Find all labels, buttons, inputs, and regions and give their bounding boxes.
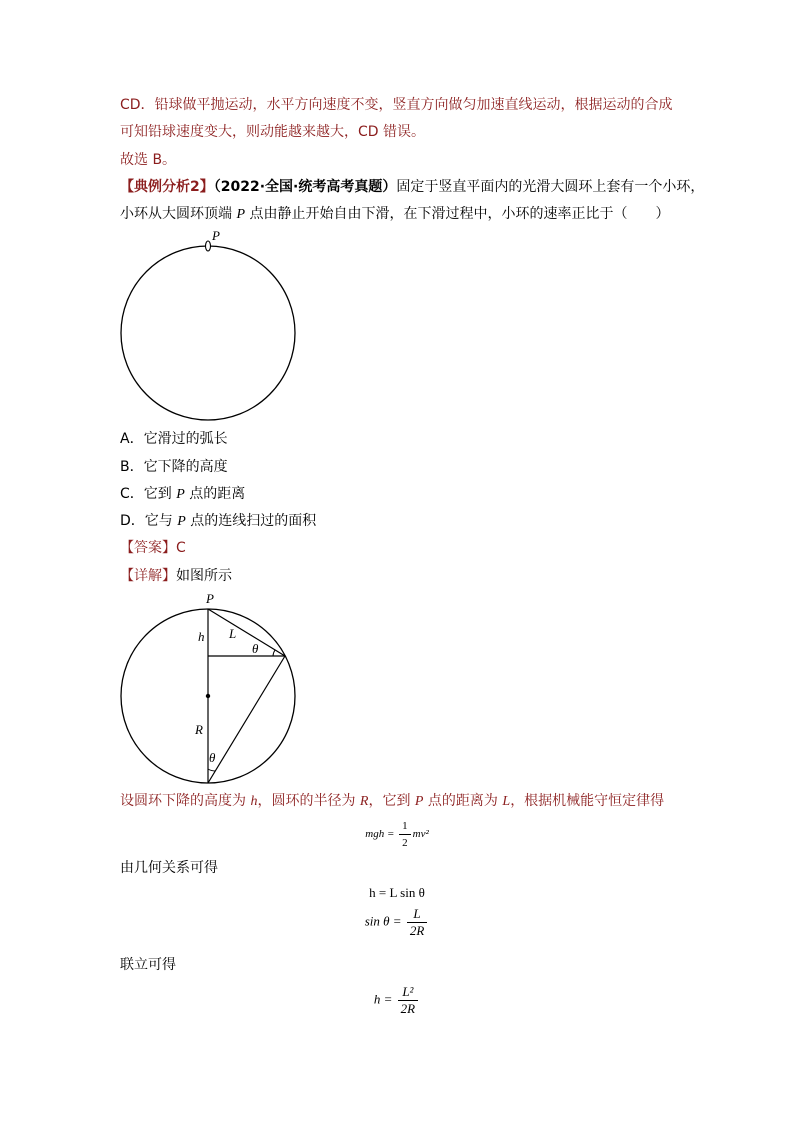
figure2-label-l: L — [229, 626, 237, 641]
combine-text: 联立可得 — [120, 957, 176, 973]
setup-text-c: ，它到 — [368, 793, 415, 809]
angle-arc-top — [273, 650, 275, 656]
big-ring-circle — [121, 246, 295, 420]
equation-result — [0, 984, 794, 1017]
example2-tag: 【典例分析2】 — [120, 179, 214, 195]
eq1-num: 1 — [399, 818, 411, 835]
example2-text1: 固定于竖直平面内的光滑大圆环上套有一个小环， — [396, 179, 705, 195]
figure2-label-p: P — [206, 591, 214, 606]
detail-line — [120, 566, 232, 586]
option-a-text: 它滑过的弧长 — [143, 431, 228, 447]
chord-l — [208, 609, 285, 656]
chord-to-bottom — [208, 656, 285, 783]
example2-line2 — [120, 204, 669, 225]
option-c-text-post: 点的距离 — [184, 486, 246, 502]
option-c — [120, 484, 245, 505]
equation-energy — [0, 818, 794, 851]
option-b-text: 它下降的高度 — [143, 459, 228, 475]
option-a — [120, 429, 228, 449]
figure2-label-theta-bottom: θ — [209, 750, 216, 765]
eq1-rhs: mv² — [412, 828, 429, 841]
eq4-lhs: h = — [373, 991, 393, 1007]
setup-text-d: 点的距离为 — [423, 793, 503, 809]
eq3-num: L — [407, 906, 427, 923]
option-a-letter: A． — [120, 431, 144, 447]
example2-source: （2022·全国·统考高考真题） — [213, 179, 397, 195]
setup-line — [120, 791, 664, 812]
eq3-lhs: sin θ = — [364, 913, 402, 929]
eq3-fraction — [407, 906, 427, 939]
solution-cd-line2: 可知铅球速度变大，则动能越来越大，CD 错误。 — [120, 124, 426, 140]
answer-tag: 【答案】 — [120, 540, 176, 556]
eq1-lhs: mgh = — [365, 828, 395, 841]
small-ring — [206, 241, 211, 251]
eq3-den: 2R — [409, 923, 425, 938]
answer-line — [120, 538, 186, 558]
eq1-den: 2 — [402, 837, 408, 849]
setup-var-r: R — [359, 794, 369, 809]
example2-var-p: P — [236, 207, 246, 222]
setup-var-h: h — [250, 794, 258, 809]
option-c-letter: C． — [120, 486, 144, 502]
option-b — [120, 457, 228, 477]
equation-sin-theta — [0, 906, 794, 939]
figure1-circle-diagram — [118, 228, 300, 424]
figure2-label-theta-top: θ — [252, 641, 259, 656]
option-d — [120, 511, 316, 532]
choose-b-text: 故选 B。 — [120, 152, 177, 168]
setup-text-e: ，根据机械能守恒定律得 — [510, 793, 665, 809]
example2-text2a: 小环从大圆环顶端 — [120, 206, 237, 222]
setup-var-l: L — [502, 794, 511, 809]
detail-text: 如图所示 — [176, 568, 232, 584]
eq4-num: L² — [398, 984, 418, 1001]
eq1-fraction — [399, 818, 411, 851]
example2-line1 — [120, 177, 704, 197]
option-d-var-p: P — [177, 514, 186, 529]
setup-text-b: ，圆环的半径为 — [257, 793, 360, 809]
setup-text-a: 设圆环下降的高度为 — [120, 793, 251, 809]
option-d-text-pre: 它与 — [144, 513, 178, 529]
geometry-text: 由几何关系可得 — [120, 860, 218, 876]
center-dot — [206, 694, 210, 698]
eq4-fraction — [398, 984, 418, 1017]
figure2-geometry-diagram — [118, 590, 303, 786]
eq4-den: 2R — [400, 1001, 416, 1016]
option-d-letter: D． — [120, 513, 145, 529]
example2-text2b: 点由静止开始自由下滑，在下滑过程中，小环的速率正比于（ ） — [245, 206, 670, 222]
option-c-text-pre: 它到 — [143, 486, 177, 502]
option-c-var-p: P — [176, 487, 185, 502]
answer-value: C — [176, 540, 186, 556]
equation-h-lsin: h = L sin θ — [369, 885, 425, 900]
figure2-label-r: R — [195, 722, 203, 737]
detail-tag: 【详解】 — [120, 568, 176, 584]
option-d-text-post: 点的连线扫过的面积 — [185, 513, 317, 529]
solution-cd-line1: CD．铅球做平抛运动，水平方向速度不变，竖直方向做匀加速直线运动，根据运动的合成 — [120, 97, 673, 113]
setup-var-p: P — [414, 794, 424, 809]
figure1-label-p: P — [212, 228, 220, 243]
figure2-label-h: h — [198, 629, 205, 644]
option-b-letter: B． — [120, 459, 144, 475]
angle-arc-bottom — [208, 769, 215, 771]
